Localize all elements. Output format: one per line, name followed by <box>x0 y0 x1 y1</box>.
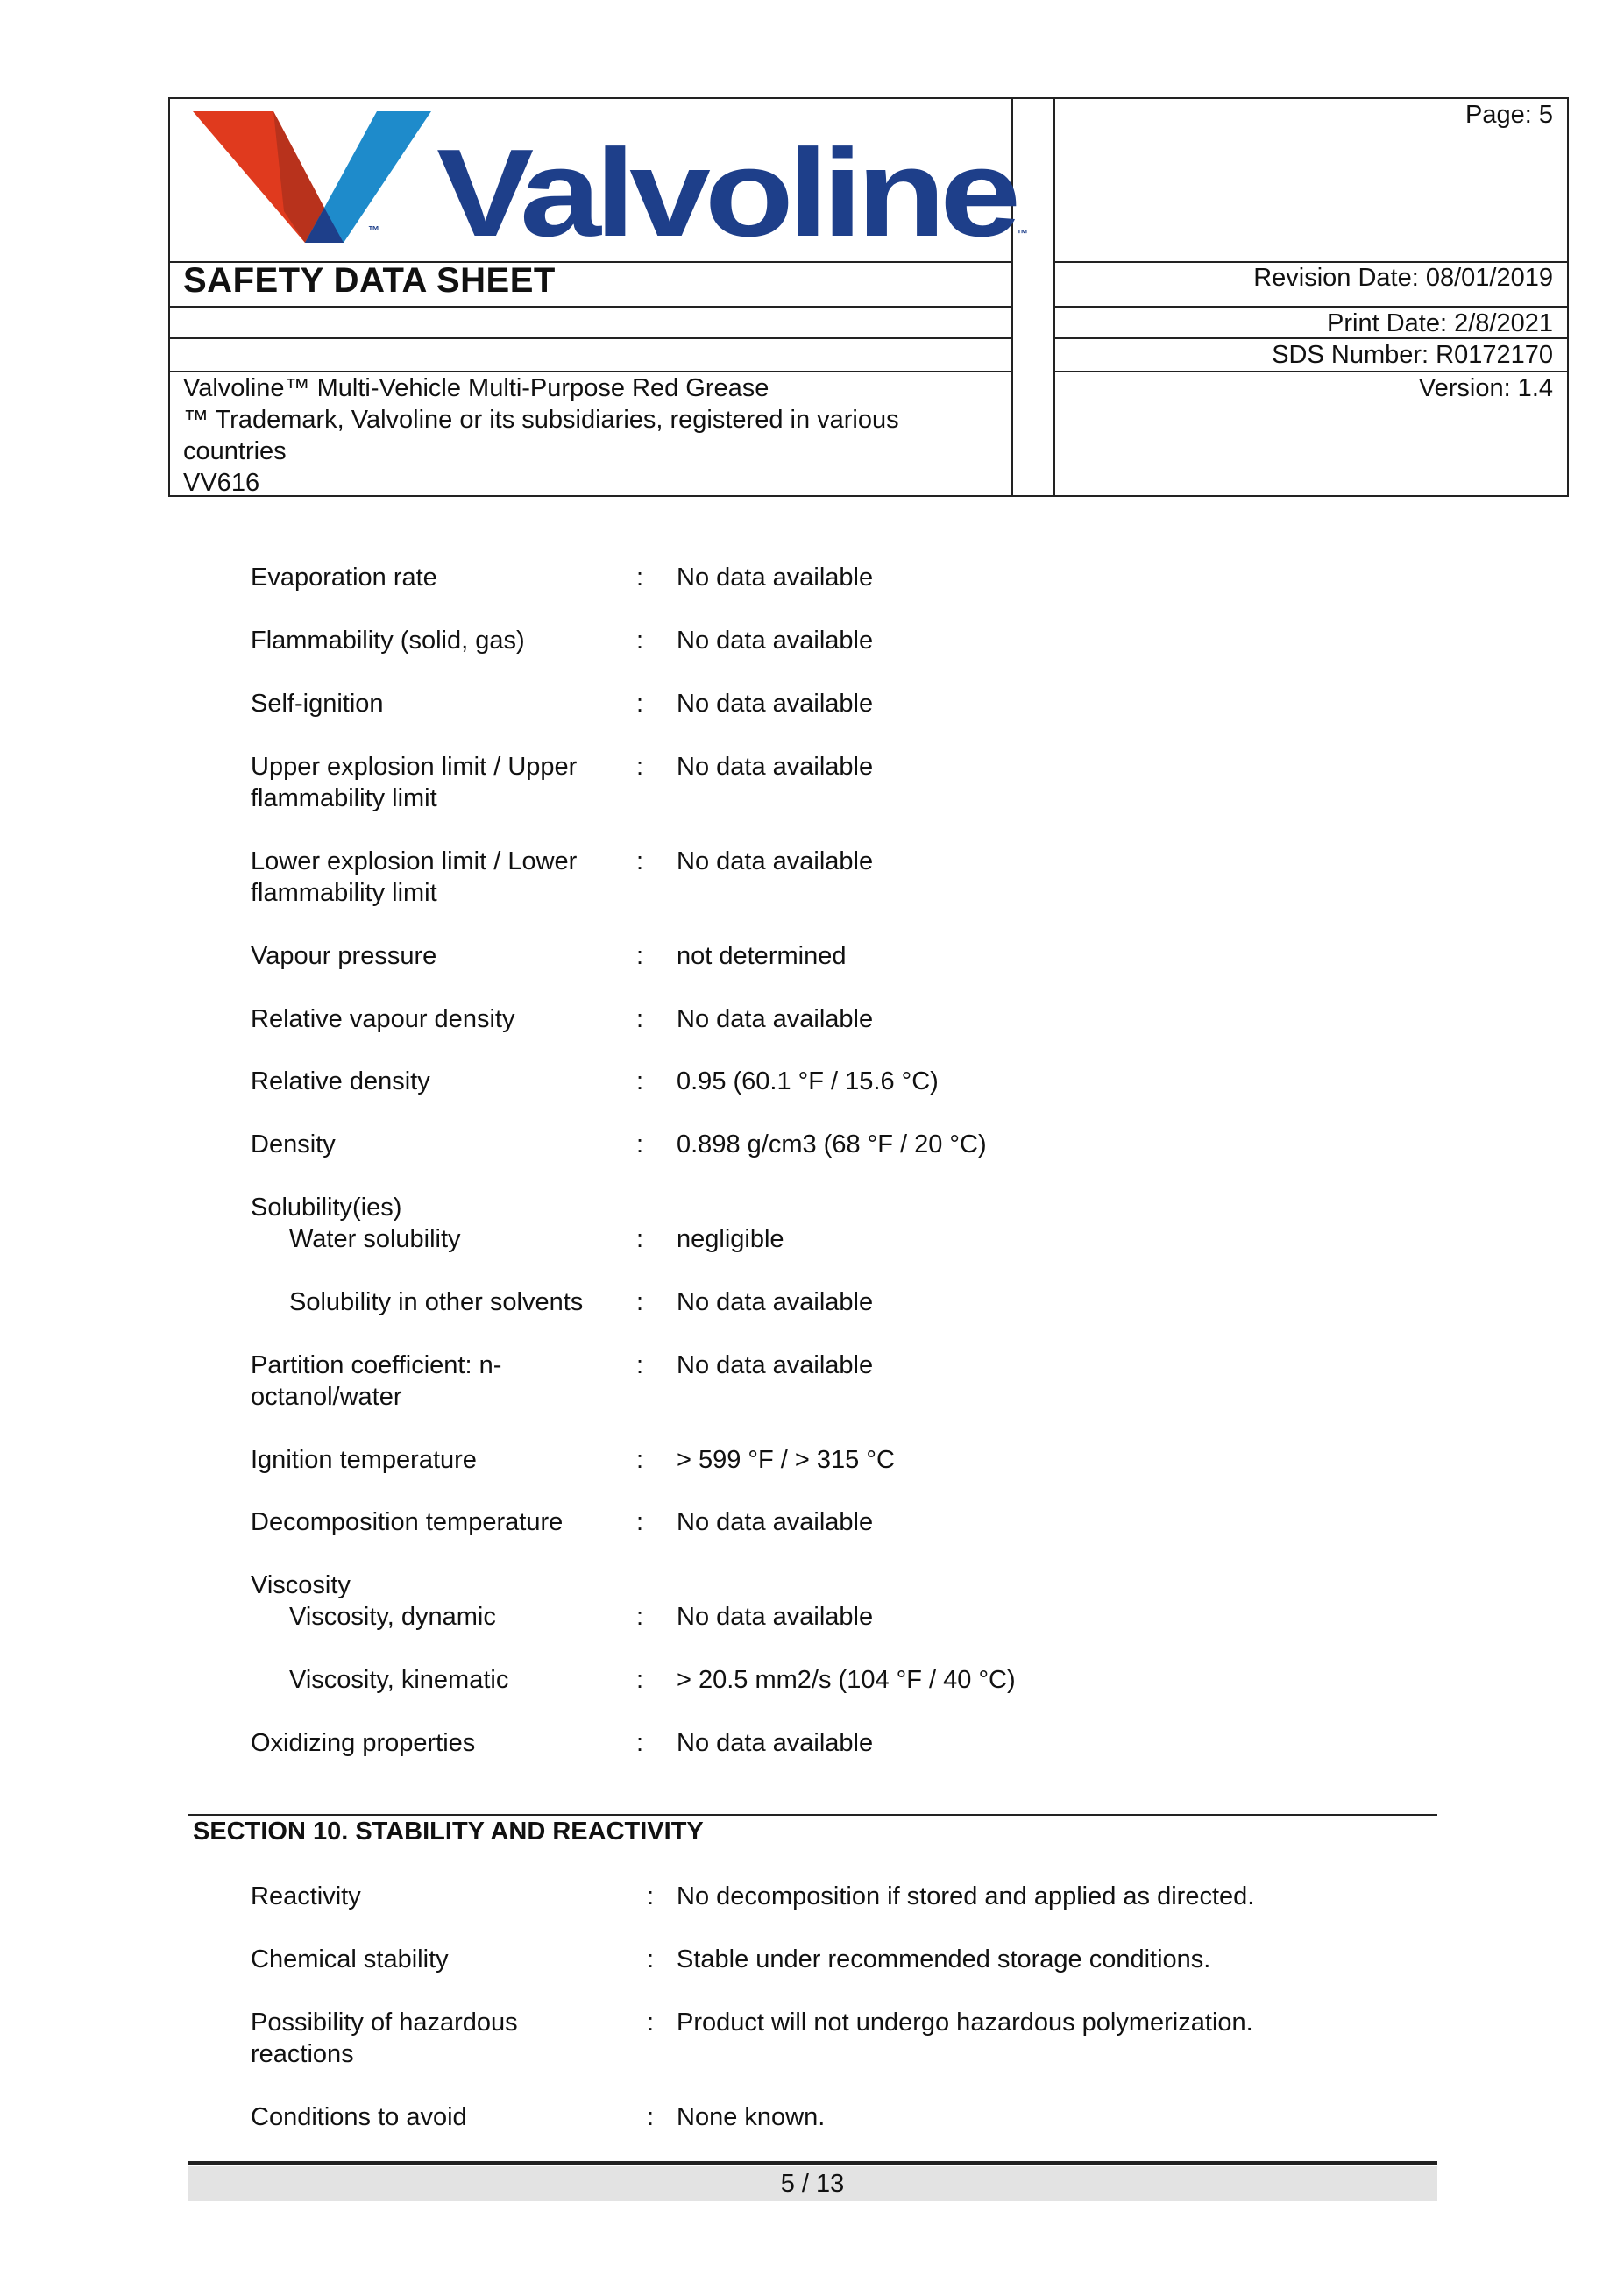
separator-colon: : <box>647 2103 655 2131</box>
property-label: Conditions to avoid <box>251 2103 467 2131</box>
separator-colon: : <box>647 1945 655 1974</box>
property-label: Relative vapour density <box>251 1005 515 1033</box>
document-header <box>168 97 1569 497</box>
property-group-heading: Viscosity <box>251 1571 351 1599</box>
property-value: No decomposition if stored and applied as directed. <box>677 1882 1255 1910</box>
logo-tm: ™ <box>368 223 379 237</box>
separator-colon: : <box>636 1005 644 1033</box>
property-value: negligible <box>677 1225 784 1253</box>
header-rule <box>1053 306 1567 308</box>
property-label: Flammability (solid, gas) <box>251 627 525 655</box>
page-label: Page: 5 <box>1465 101 1553 129</box>
separator-colon: : <box>636 1067 644 1095</box>
property-label: Viscosity, dynamic <box>289 1603 496 1631</box>
property-label: Self-ignition <box>251 690 384 718</box>
valvoline-logo <box>193 104 1034 253</box>
property-group-heading: Solubility(ies) <box>251 1194 402 1222</box>
product-line: countries <box>183 437 287 465</box>
header-rule <box>1053 371 1567 372</box>
logo-tm: ™ <box>1017 227 1028 240</box>
separator-colon: : <box>647 2009 655 2037</box>
separator-colon: : <box>636 1288 644 1316</box>
property-value: not determined <box>677 942 847 970</box>
header-rule <box>1053 261 1567 263</box>
separator-colon: : <box>636 1666 644 1694</box>
property-value: None known. <box>677 2103 826 2131</box>
separator-colon: : <box>636 1603 644 1631</box>
property-value: > 599 °F / > 315 °C <box>677 1446 895 1474</box>
property-label-line: Partition coefficient: n- <box>251 1351 502 1379</box>
property-label: Viscosity, kinematic <box>289 1666 509 1694</box>
product-info <box>183 372 989 499</box>
revision-date: Revision Date: 08/01/2019 <box>1253 264 1553 292</box>
property-label: Relative density <box>251 1067 430 1095</box>
property-label <box>251 751 619 814</box>
property-label-line: flammability limit <box>251 784 437 812</box>
property-label <box>251 846 619 909</box>
print-date: Print Date: 2/8/2021 <box>1327 309 1553 337</box>
property-value: > 20.5 mm2/s (104 °F / 40 °C) <box>677 1666 1016 1694</box>
product-line: ™ Trademark, Valvoline or its subsidiaries, registered in various <box>183 406 899 434</box>
separator-colon: : <box>636 563 644 592</box>
header-divider <box>1053 99 1055 495</box>
section-divider <box>188 1814 1437 1816</box>
property-label: Chemical stability <box>251 1945 449 1974</box>
property-label-line: Possibility of hazardous <box>251 2009 518 2037</box>
property-value: No data available <box>677 1729 874 1757</box>
property-value: No data available <box>677 753 874 781</box>
property-label-line: Lower explosion limit / Lower <box>251 847 578 875</box>
header-rule <box>170 306 1011 308</box>
property-label: Solubility in other solvents <box>289 1288 584 1316</box>
separator-colon: : <box>636 753 644 781</box>
property-label: Density <box>251 1130 336 1159</box>
separator-colon: : <box>636 1225 644 1253</box>
document-title: SAFETY DATA SHEET <box>183 261 556 300</box>
logo-wordmark: Valvoline <box>436 124 1018 253</box>
property-label: Water solubility <box>289 1225 461 1253</box>
property-value: 0.95 (60.1 °F / 15.6 °C) <box>677 1067 939 1095</box>
version: Version: 1.4 <box>1418 374 1553 402</box>
property-value: No data available <box>677 1005 874 1033</box>
separator-colon: : <box>636 627 644 655</box>
footer-rule <box>188 2161 1437 2165</box>
separator-colon: : <box>636 690 644 718</box>
sds-number: SDS Number: R0172170 <box>1272 341 1553 369</box>
property-value: No data available <box>677 1288 874 1316</box>
product-line: VV616 <box>183 469 260 497</box>
property-label: Decomposition temperature <box>251 1508 564 1536</box>
property-label: Reactivity <box>251 1882 361 1910</box>
property-label <box>251 1350 619 1413</box>
property-value: No data available <box>677 690 874 718</box>
property-label-line: Upper explosion limit / Upper <box>251 753 578 781</box>
property-label-line: octanol/water <box>251 1383 402 1411</box>
property-label: Vapour pressure <box>251 942 437 970</box>
separator-colon: : <box>636 1729 644 1757</box>
separator-colon: : <box>636 942 644 970</box>
property-value: No data available <box>677 627 874 655</box>
header-rule <box>170 337 1011 339</box>
property-label <box>251 2007 619 2070</box>
product-line: Valvoline™ Multi-Vehicle Multi-Purpose Red Grease <box>183 374 769 402</box>
property-label: Oxidizing properties <box>251 1729 476 1757</box>
property-value: 0.898 g/cm3 (68 °F / 20 °C) <box>677 1130 987 1159</box>
property-label-line: reactions <box>251 2040 354 2068</box>
property-label: Ignition temperature <box>251 1446 477 1474</box>
property-value: No data available <box>677 847 874 875</box>
property-value: No data available <box>677 1603 874 1631</box>
property-value: No data available <box>677 1351 874 1379</box>
property-value: Stable under recommended storage conditions. <box>677 1945 1211 1974</box>
separator-colon: : <box>647 1882 655 1910</box>
page-count: 5 / 13 <box>188 2166 1437 2201</box>
separator-colon: : <box>636 1130 644 1159</box>
property-label: Evaporation rate <box>251 563 437 592</box>
property-label-line: flammability limit <box>251 879 437 907</box>
separator-colon: : <box>636 847 644 875</box>
property-value: No data available <box>677 1508 874 1536</box>
section-title: SECTION 10. STABILITY AND REACTIVITY <box>193 1818 704 1846</box>
separator-colon: : <box>636 1351 644 1379</box>
property-value: Product will not undergo hazardous polymerization. <box>677 2009 1253 2037</box>
property-value: No data available <box>677 563 874 592</box>
separator-colon: : <box>636 1446 644 1474</box>
separator-colon: : <box>636 1508 644 1536</box>
